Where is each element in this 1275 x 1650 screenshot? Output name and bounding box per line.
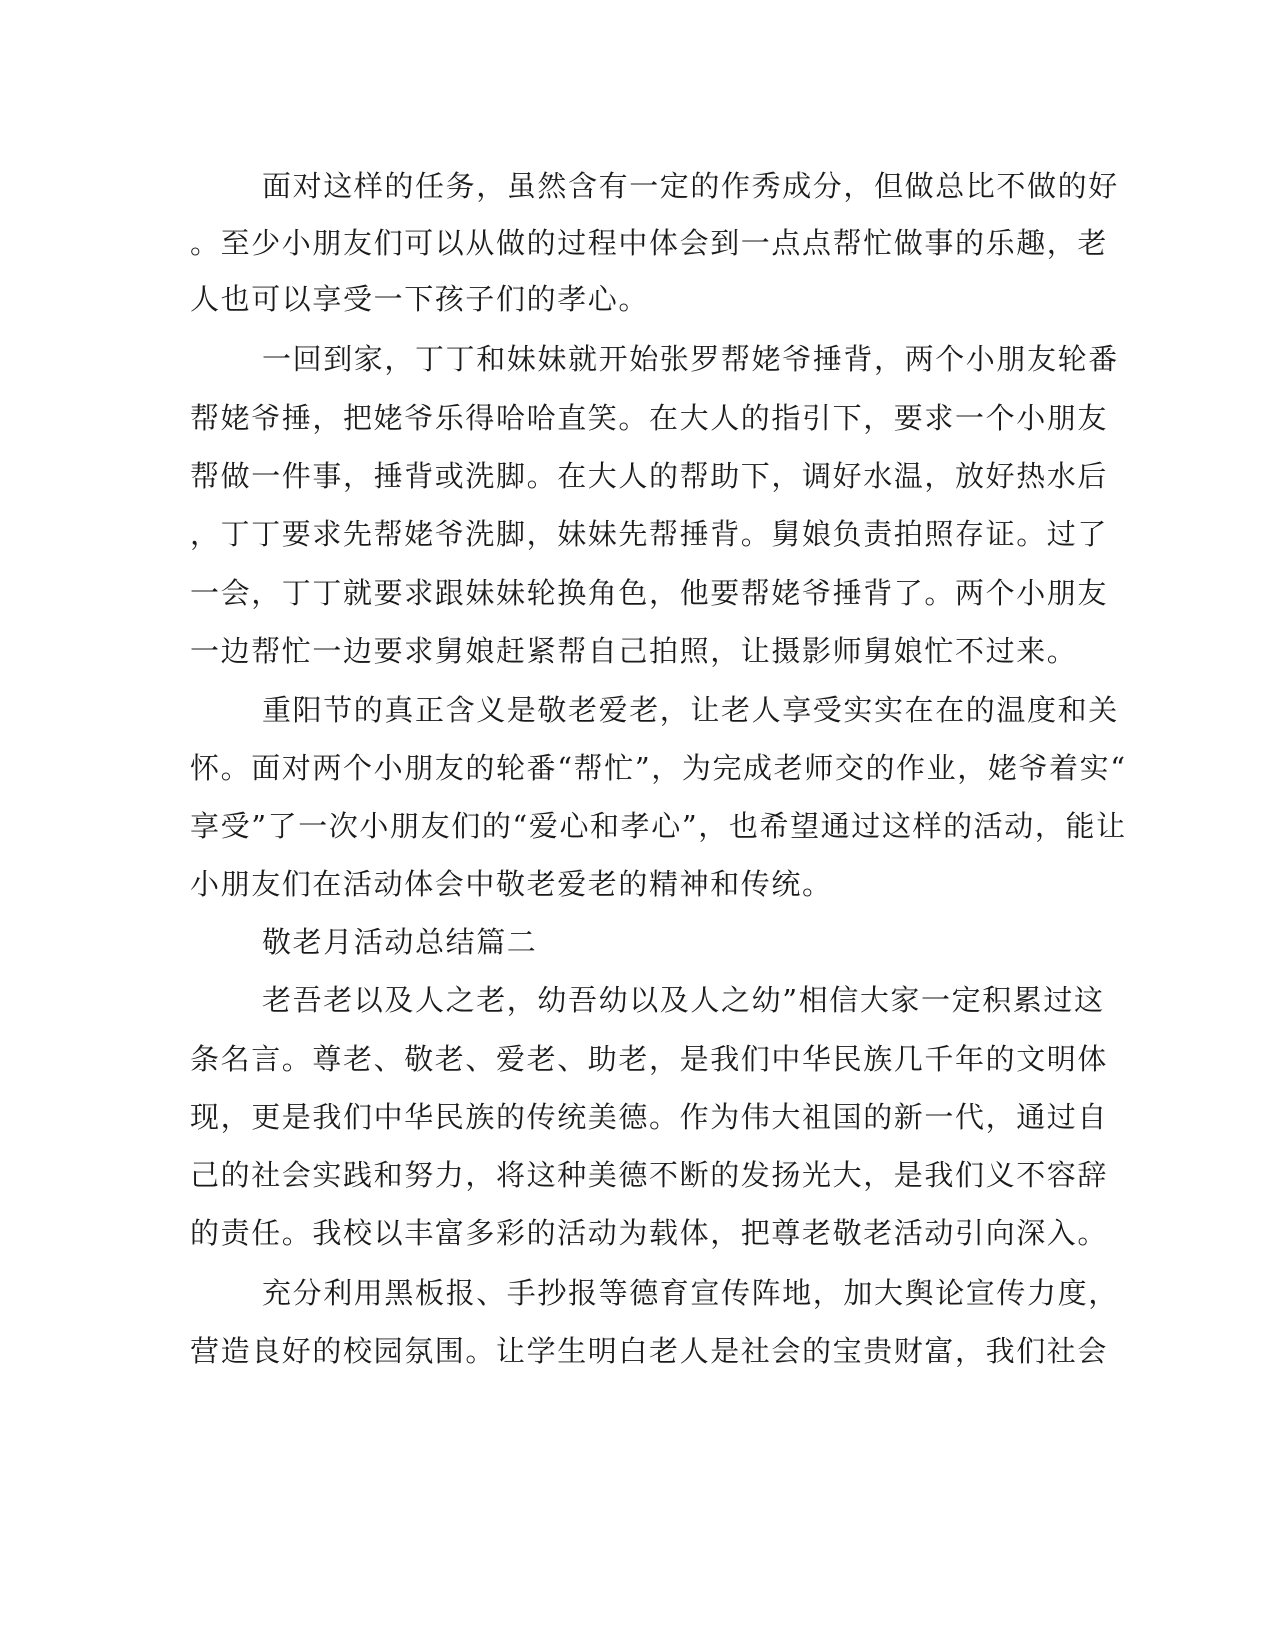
text-line: 重阳节的真正含义是敬老爱老，让老人享受实实在在的温度和关 [262, 693, 1119, 727]
text-line: 现，更是我们中华民族的传统美德。作为伟大祖国的新一代，通过自 [190, 1100, 1109, 1134]
text-line: 营造良好的校园氛围。让学生明白老人是社会的宝贵财富，我们社会 [190, 1334, 1109, 1368]
text-line: 怀。面对两个小朋友的轮番“帮忙”，为完成老师交的作业，姥爷着实“ [190, 751, 1127, 785]
text-line: 一边帮忙一边要求舅娘赶紧帮自己拍照，让摄影师舅娘忙不过来。 [190, 634, 1078, 668]
text-line: 一会，丁丁就要求跟妹妹轮换角色，他要帮姥爷捶背了。两个小朋友 [190, 576, 1109, 610]
text-line: 的责任。我校以丰富多彩的活动为载体，把尊老敬老活动引向深入。 [190, 1216, 1109, 1250]
text-line: 面对这样的任务，虽然含有一定的作秀成分，但做总比不做的好 [262, 169, 1119, 203]
text-line: ，丁丁要求先帮姥爷洗脚，妹妹先帮捶背。舅娘负责拍照存证。过了 [190, 517, 1109, 551]
text-line: 条名言。尊老、敬老、爱老、助老，是我们中华民族几千年的文明体 [190, 1042, 1109, 1076]
text-line: 充分利用黑板报、手抄报等德育宣传阵地，加大舆论宣传力度， [262, 1276, 1119, 1310]
text-line: 人也可以享受一下孩子们的孝心。 [190, 282, 650, 316]
text-line: 小朋友们在活动体会中敬老爱老的精神和传统。 [190, 867, 833, 901]
text-line: 。至少小朋友们可以从做的过程中体会到一点点帮忙做事的乐趣，老 [190, 226, 1109, 260]
text-line: 一回到家，丁丁和妹妹就开始张罗帮姥爷捶背，两个小朋友轮番 [262, 342, 1119, 376]
text-line: 帮姥爷捶，把姥爷乐得哈哈直笑。在大人的指引下，要求一个小朋友 [190, 401, 1109, 435]
text-line: 老吾老以及人之老，幼吾幼以及人之幼”相信大家一定积累过这 [262, 983, 1105, 1017]
text-line: 己的社会实践和努力，将这种美德不断的发扬光大，是我们义不容辞 [190, 1158, 1109, 1192]
text-line: 享受”了一次小朋友们的“爱心和孝心”，也希望通过这样的活动，能让 [190, 809, 1127, 843]
text-line: 帮做一件事，捶背或洗脚。在大人的帮助下，调好水温，放好热水后 [190, 459, 1109, 493]
section-heading: 敬老月活动总结篇二 [262, 925, 538, 959]
